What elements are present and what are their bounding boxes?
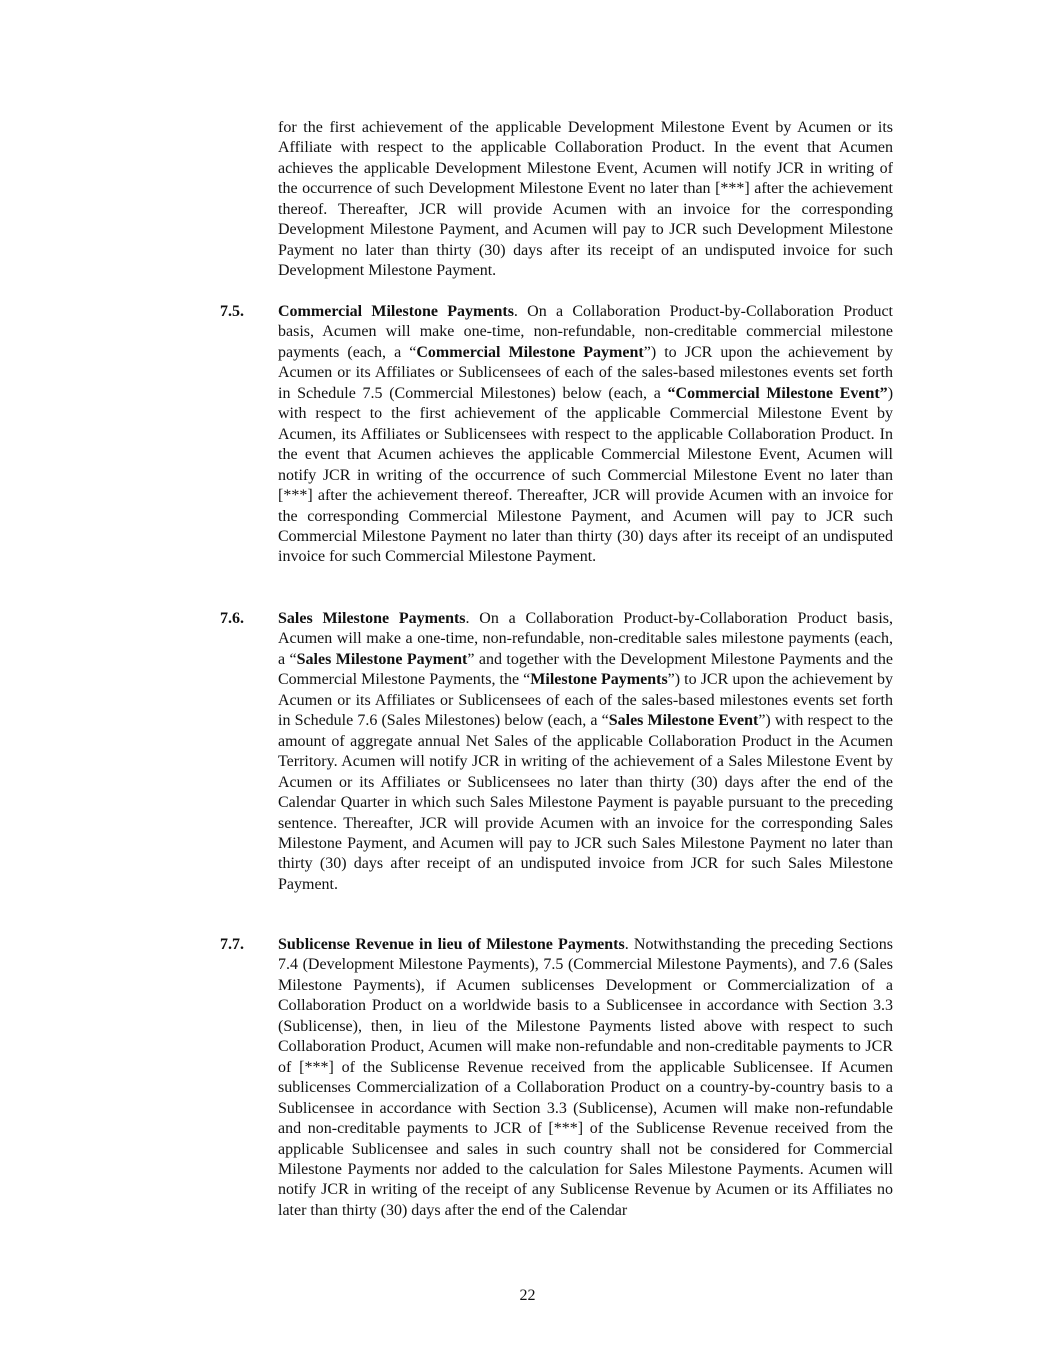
page-number: 22 [519,1287,536,1304]
section-7-6-text-1: . On a Collaboration Product-by-Collaboration Product basis, Acumen will make a one-time, non-refundable, non-creditable sales milestone payments (each, a “ [278,610,893,668]
section-7-6-number: 7.6. [220,610,244,627]
section-7-6-text-2: ” and together with the Development Milestone Payments and the Commercial Milestone Payments, the “ [278,650,894,689]
section-7-6-text-3: ”) to JCR upon the achievement by Acumen or its Affiliates or Sublicensees of each of the sales-based milestones events set forth in Schedule 7.6 (Sales Milestones) below (each, a “ [278,671,893,730]
section-7-5-text-2: ”) to JCR upon the achievement by Acumen or its Affiliates or Sublicensees of each of the sales-based milestones events set forth in Schedule 7.5 (Commercial Milestones) below (each, a [278,343,893,402]
section-7-7-text-1: . Notwithstanding the preceding Sections 7.4 (Development Milestone Payments), 7.5 (Commercial Milestone Payments), and 7.6 (Sales Milestone Payments), if Acumen sublicenses Development or Commercialization of a Collaboration Product on a worldwide basis to a Sublicensee in accordance with Section 3.3 (Sublicense), then, in lieu of the Milestone Payments listed above with respect to such Collaboration Product, Acumen will make non-refundable and non-creditable payments to JCR of [***] of the Sublicense Revenue received from the applicable Sublicensee. If Acumen sublicenses Commercialization of a Collaboration Product on a country-by-country basis to a Sublicensee in accordance with Section 3.3 (Sublicense), Acumen will make non-refundable and non-creditable payments to JCR of [***] of the Sublicense Revenue received from the applicable Sublicensee and sales in such country shall not be considered for Commercial Milestone Payments nor added to the calculation for Sales Milestone Payments. Acumen will notify JCR in writing of the receipt of any Sublicense Revenue by Acumen or its Affiliates no later than thirty (30) days after the end of the Calendar [278,936,893,1219]
section-7-7-number: 7.7. [220,936,244,953]
section-7-5-number: 7.5. [220,303,244,320]
section-7-5-paragraph [278,302,893,568]
section-7-6-paragraph [278,609,893,895]
section-7-5-term-2: “Commercial Milestone Event” [667,384,888,402]
section-7-6-term-1: Sales Milestone Payment [296,650,468,668]
section-7-5-term-1: Commercial Milestone Payment [416,343,644,361]
section-7-6-term-3: Sales Milestone Event [608,712,759,730]
section-7-6-heading: Sales Milestone Payments [278,610,466,627]
section-7-5-text-3: ) with respect to the first achievement of the applicable Commercial Milestone Event by Acumen, its Affiliates or Sublicensees with respect to the applicable Collaboration Product. In the event that Acumen achieves the applicable Commercial Milestone Event, Acumen will notify JCR in writing of the occurrence of such Commercial Milestone Event no later than [***] after the achievement thereof. Thereafter, JCR will provide Acumen with an invoice for the corresponding Commercial Milestone Payment, and Acumen will pay to JCR such Commercial Milestone Payment no later than thirty (30) days after its receipt of an undisputed invoice for such Commercial Milestone Payment. [278,384,894,566]
section-7-6-text-4: ”) with respect to the amount of aggregate annual Net Sales of the applicable Collaboration Product in the Acumen Territory. Acumen will notify JCR in writing of the achievement of a Sales Milestone Event by Acumen or its Affiliates or Sublicensees no later than thirty (30) days after the end of the Calendar Quarter in which such Sales Milestone Payment is payable pursuant to the preceding sentence. Thereafter, JCR will provide Acumen with an invoice for the corresponding Sales Milestone Payment, and Acumen will pay to JCR such Sales Milestone Payment no later than thirty (30) days after receipt of an undisputed invoice from JCR for such Sales Milestone Payment. [278,712,894,893]
section-7-7-heading: Sublicense Revenue in lieu of Milestone Payments [278,936,625,953]
section-7-5-text-1: . On a Collaboration Product-by-Collaboration Product basis, Acumen will make one-time, non-refundable, non-creditable commercial milestone payments (each, a “ [278,303,893,361]
section-7-6-term-2: Milestone Payments [530,671,668,689]
intro-paragraph-text: for the first achievement of the applicable Development Milestone Event by Acumen or its Affiliate with respect to the applicable Collaboration Product. In the event that Acumen achieves the applicable Development Milestone Event, Acumen will notify JCR in writing of the occurrence of such Development Milestone Event no later than [***] after the achievement thereof. Thereafter, JCR will provide Acumen with an invoice for the corresponding Development Milestone Payment, and Acumen will pay to JCR such Development Milestone Payment no later than thirty (30) days after its receipt of an undisputed invoice for such Development Milestone Payment. [278,119,893,280]
section-7-7-paragraph [278,935,893,1221]
section-7-5-heading: Commercial Milestone Payments [278,303,514,320]
intro-paragraph [278,118,893,282]
